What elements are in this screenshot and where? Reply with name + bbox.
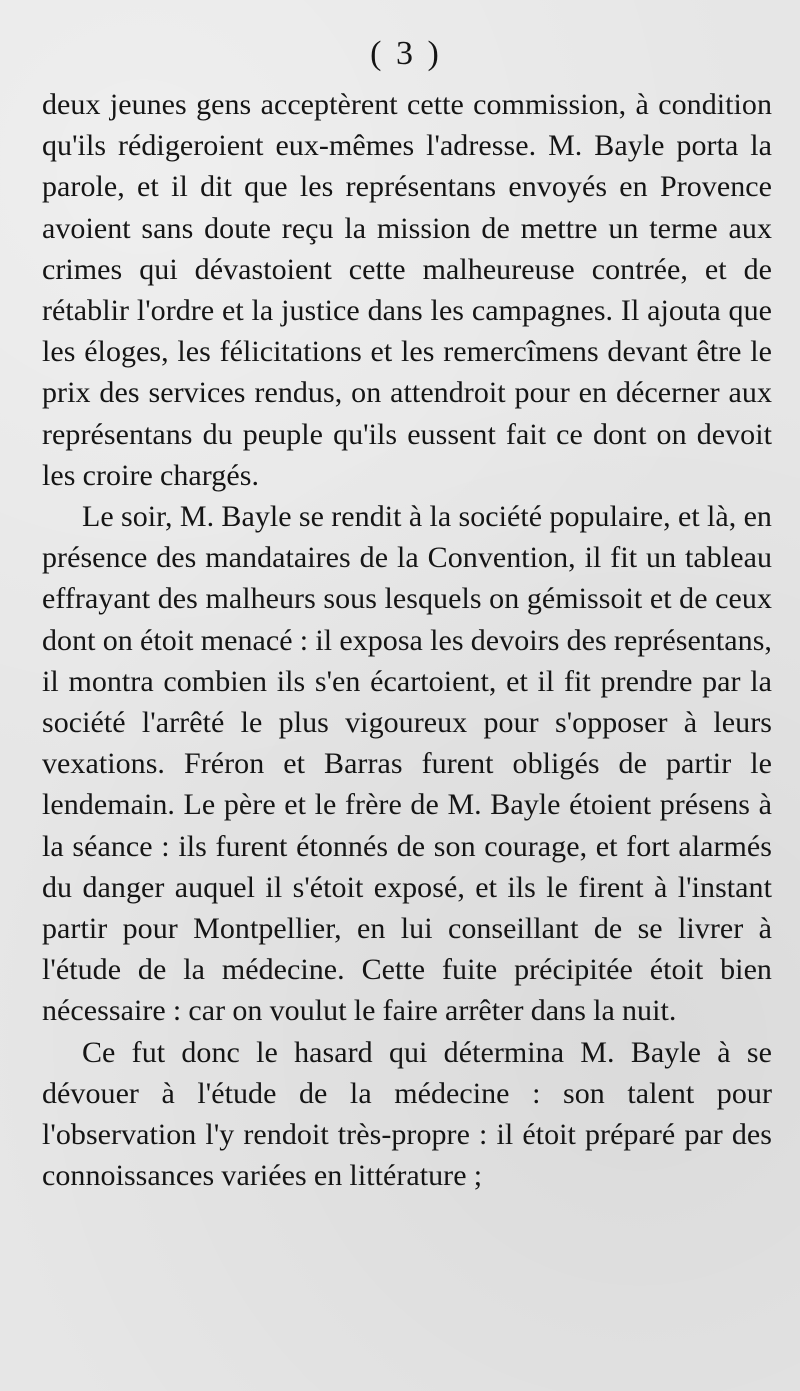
paragraph-1: deux jeunes gens acceptèrent cette commission, à condition qu'ils rédigeroient eux-mêmes l'adresse. M. Bayle porta la parole, et il dit que les représentans envoyés en Provence avoient sans doute reçu la mission de mettre un terme aux crimes qui dévastoient cette malheureuse contrée, et de rétablir l'ordre et la justice dans les campagnes. Il ajouta que les éloges, les félicitations et les remercîmens devant être le prix des services rendus, on attendroit pour en décerner aux représentans du peuple qu'ils eussent fait ce dont on devoit les croire chargés. [42, 88, 772, 492]
paragraph-2: Le soir, M. Bayle se rendit à la société populaire, et là, en présence des mandataires de la Convention, il fit un tableau effrayant des malheurs sous lesquels on gémissoit et de ceux dont on étoit menacé : il exposa les devoirs des représentans, il montra combien ils s'en écartoient, et il fit prendre par la société l'arrêté le plus vigoureux pour s'opposer à leurs vexations. Fréron et Barras furent obligés de partir le lendemain. Le père et le frère de M. Bayle étoient présens à la séance : ils furent étonnés de son courage, et fort alarmés du danger auquel il s'étoit exposé, et ils le firent à l'instant partir pour Montpellier, en lui conseillant de se livrer à l'étude de la médecine. Cette fuite précipitée étoit bien nécessaire : car on voulut le faire arrêter dans la nuit. [42, 500, 772, 1028]
page-number: ( 3 ) [370, 35, 442, 72]
body-text [42, 84, 772, 1196]
paragraph-3: Ce fut donc le hasard qui détermina M. Bayle à se dévouer à l'étude de la médecine : son talent pour l'observation l'y rendoit très-propre : il étoit préparé par des connoissances variées en littérature ; [42, 1035, 772, 1193]
